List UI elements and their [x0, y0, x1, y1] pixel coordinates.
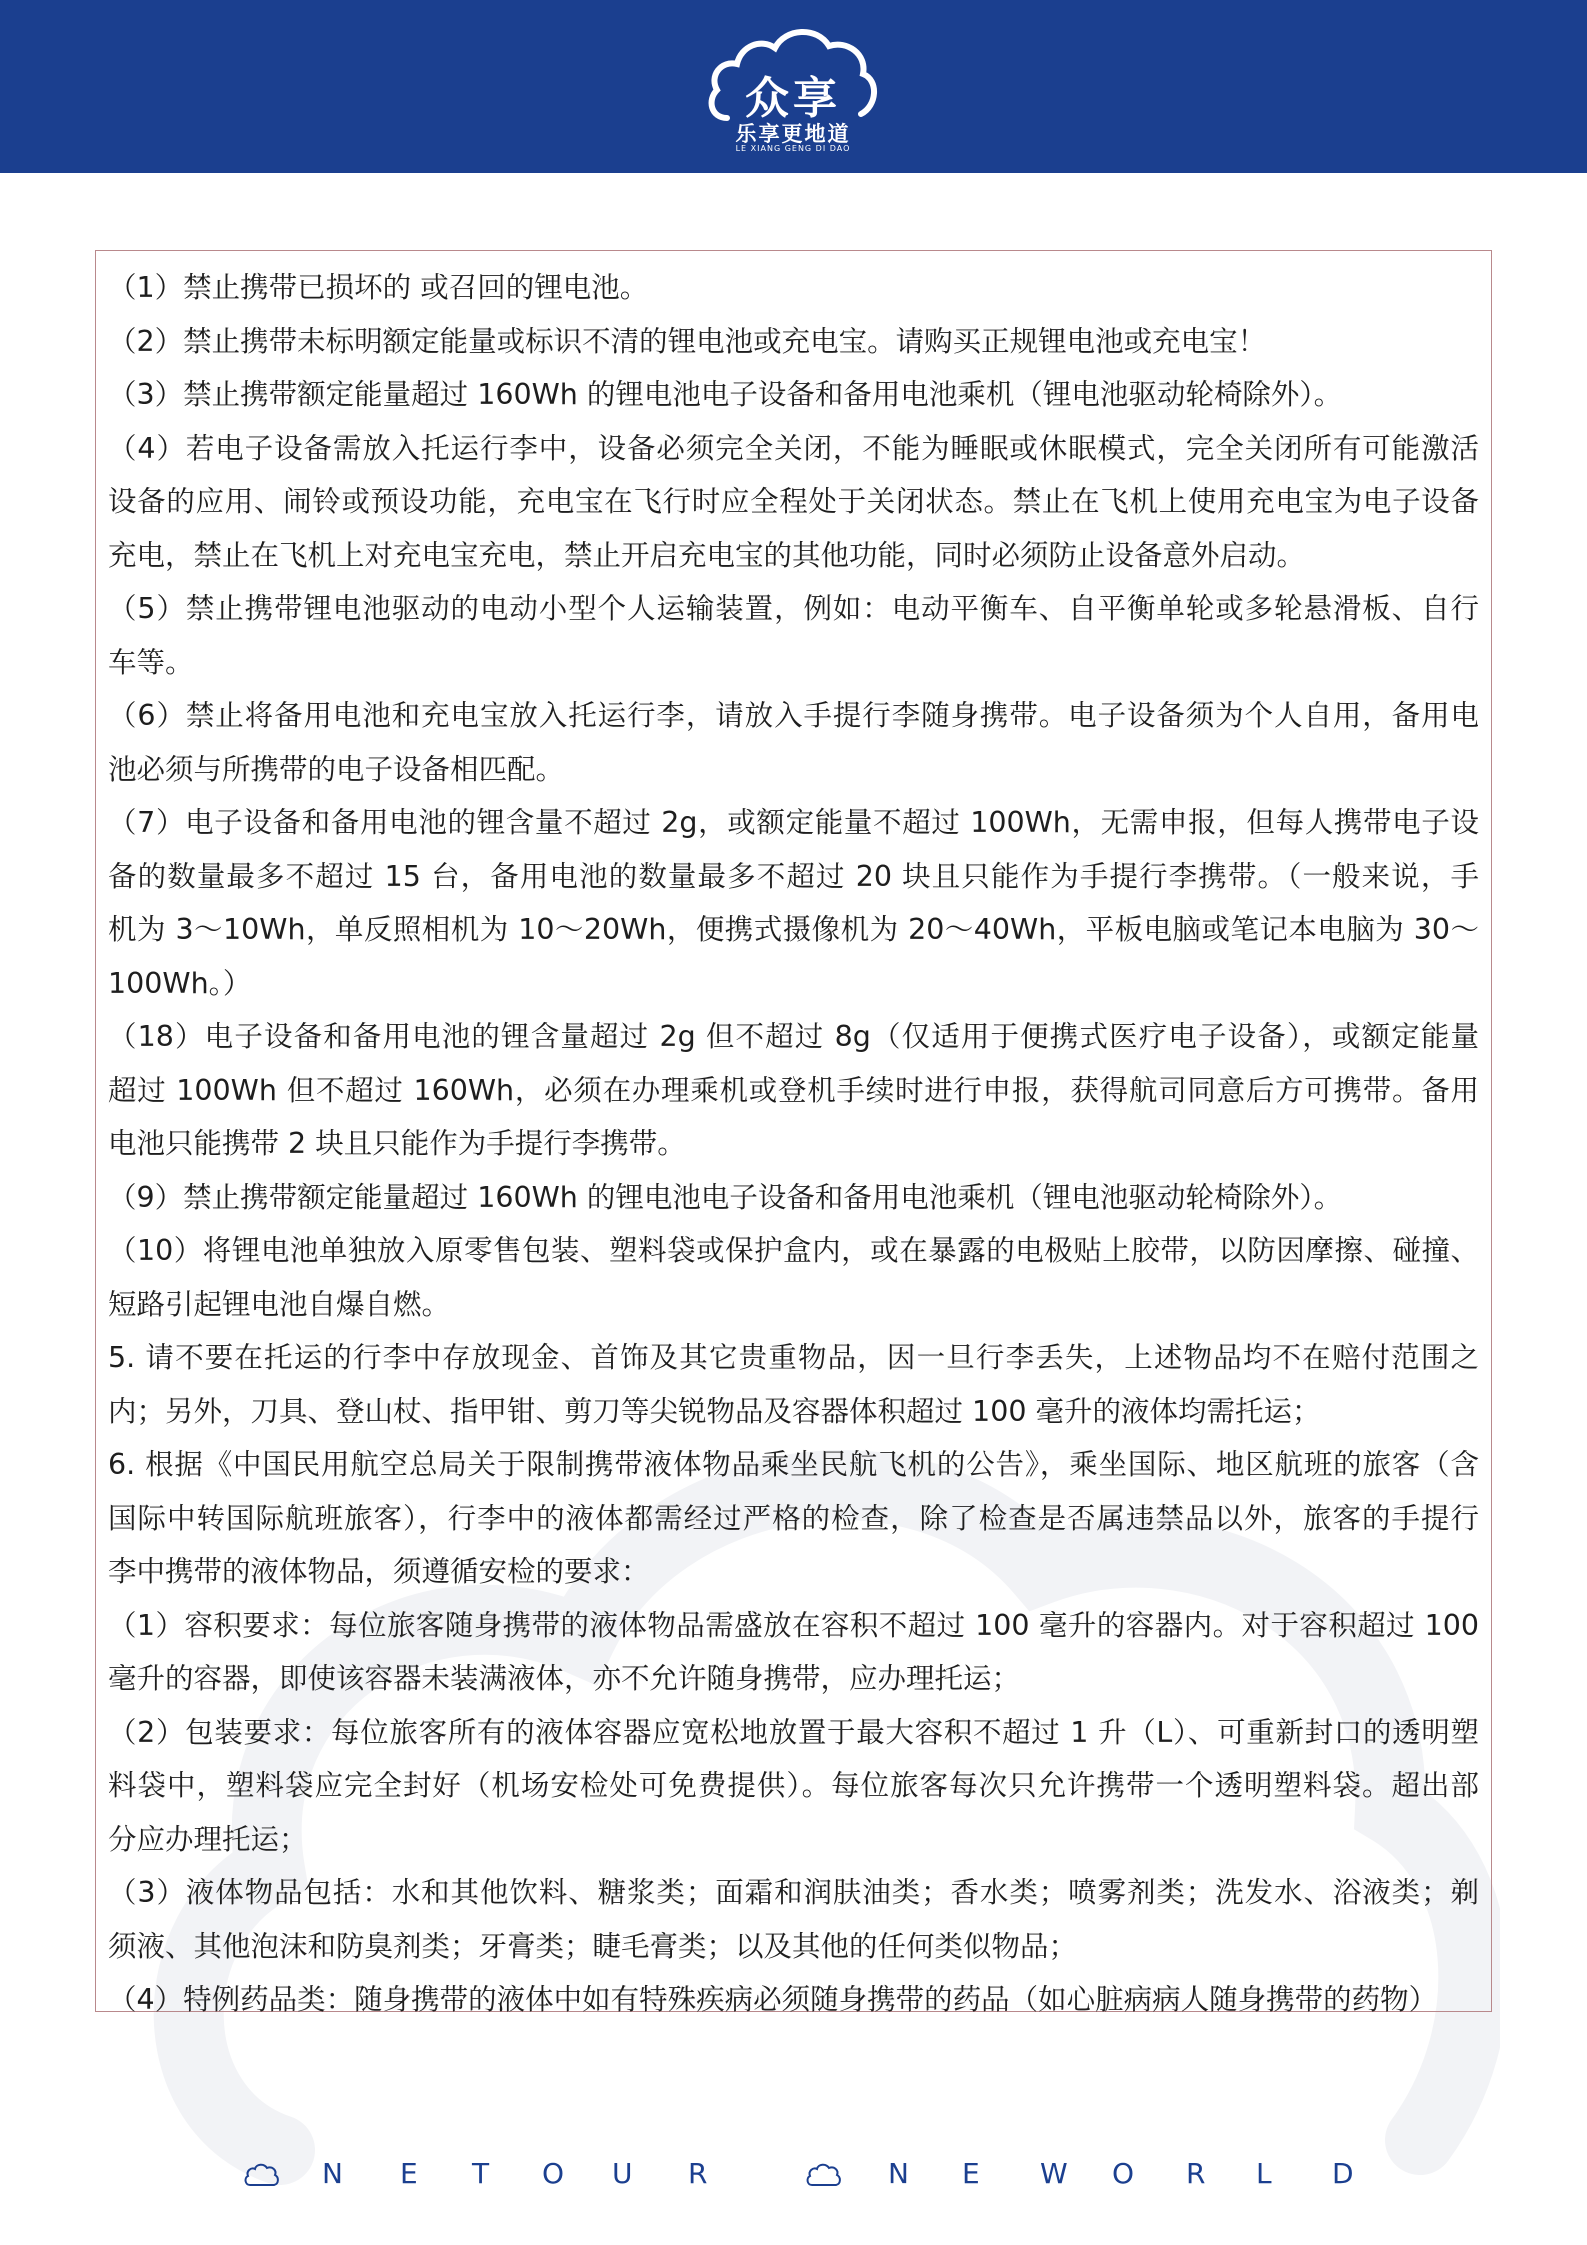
text-line: 5. 请不要在托运的行李中存放现金、首饰及其它贵重物品，因一旦行李丢失，上述物品均不在赔付范围之: [108, 1341, 1479, 1374]
text-line: 机为 3～10Wh，单反照相机为 10～20Wh，便携式摄像机为 20～40Wh，平板电脑或笔记本电脑为 30～: [108, 913, 1479, 946]
footer-letter: E: [962, 2157, 980, 2190]
content-box: [95, 250, 1492, 2016]
text-line: （3）禁止携带额定能量超过 160Wh 的锂电池电子设备和备用电池乘机（锂电池驱动轮椅除外）。: [108, 378, 1343, 411]
text-line: （9）禁止携带额定能量超过 160Wh 的锂电池电子设备和备用电池乘机（锂电池驱动轮椅除外）。: [108, 1180, 1343, 1214]
text-line: 100Wh。）: [108, 966, 252, 1000]
text-line: 李中携带的液体物品，须遵循安检的要求：: [108, 1555, 650, 1588]
text-line: 料袋中，塑料袋应完全封好（机场安检处可免费提供）。每位旅客每次只允许携带一个透明塑料袋。超出部: [108, 1769, 1479, 1802]
text-line: 充电，禁止在飞机上对充电宝充电，禁止开启充电宝的其他功能，同时必须防止设备意外启动。: [108, 538, 1306, 572]
text-line: 分应办理托运；: [108, 1822, 308, 1856]
brand-logo[interactable]: [705, 22, 881, 154]
text-line: （5）禁止携带锂电池驱动的电动小型个人运输装置，例如：电动平衡车、自平衡单轮或多轮悬滑板、自行: [108, 592, 1479, 625]
text-line: 超过 100Wh 但不超过 160Wh，必须在办理乘机或登机手续时进行申报，获得航司同意后方可携带。备用: [108, 1073, 1479, 1107]
footer-letter: L: [1256, 2157, 1272, 2190]
text-line: （6）禁止将备用电池和充电宝放入托运行李，请放入手提行李随身携带。电子设备须为个人自用，备用电: [108, 699, 1479, 732]
footer: [0, 2155, 1587, 2205]
text-line: 设备的应用、闹铃或预设功能，充电宝在飞行时应全程处于关闭状态。禁止在飞机上使用充电宝为电子设备: [108, 485, 1479, 518]
text-line: （2）包装要求：每位旅客所有的液体容器应宽松地放置于最大容积不超过 1 升（L）、可重新封口的透明塑: [108, 1715, 1479, 1749]
text-line: （1）禁止携带已损坏的 或召回的锂电池。: [108, 271, 649, 304]
text-line: （10）将锂电池单独放入原零售包装、塑料袋或保护盒内，或在暴露的电极贴上胶带，以防因摩擦、碰撞、: [108, 1234, 1479, 1267]
text-line: 备的数量最多不超过 15 台，备用电池的数量最多不超过 20 块且只能作为手提行李携带。（一般来说，手: [108, 859, 1479, 893]
text-line: （4）特例药品类：随身携带的液体中如有特殊疾病必须随身携带的药品（如心脏病病人随身携带的药物）: [108, 1983, 1438, 2016]
footer-letter: E: [400, 2157, 418, 2190]
text-line: 6. 根据《中国民用航空总局关于限制携带液体物品乘坐民航飞机的公告》，乘坐国际、地区航班的旅客（含: [108, 1448, 1479, 1481]
footer-letter: D: [1332, 2157, 1354, 2190]
footer-letter: W: [1040, 2157, 1068, 2190]
logo-tagline: LE XIANG GENG DI DAO: [735, 144, 851, 153]
text-line: （18）电子设备和备用电池的锂含量超过 2g 但不超过 8g（仅适用于便携式医疗电子设备），或额定能量: [108, 1020, 1479, 1053]
text-line: 短路引起锂电池自爆自燃。: [108, 1287, 451, 1321]
text-line: 车等。: [108, 645, 194, 679]
text-line: （2）禁止携带未标明额定能量或标识不清的锂电池或充电宝。请购买正规锂电池或充电宝！: [108, 324, 1267, 358]
text-line: 池必须与所携带的电子设备相匹配。: [108, 752, 565, 786]
footer-letter: O: [1112, 2157, 1135, 2190]
text-line: 内；另外，刀具、登山杖、指甲钳、剪刀等尖锐物品及容器体积超过 100 毫升的液体均需托运；: [108, 1394, 1321, 1428]
text-line: （3）液体物品包括：水和其他饮料、糖浆类；面霜和润肤油类；香水类；喷雾剂类；洗发水、浴液类；剃: [108, 1876, 1479, 1909]
text-line: （1）容积要求：每位旅客随身携带的液体物品需盛放在容积不超过 100 毫升的容器内。对于容积超过 100: [108, 1608, 1479, 1642]
text-line: 国际中转国际航班旅客），行李中的液体都需经过严格的检查，除了检查是否属违禁品以外，旅客的手提行: [108, 1501, 1479, 1535]
text-line: 毫升的容器，即使该容器未装满液体，亦不允许随身携带，应办理托运；: [108, 1662, 1021, 1695]
footer-letter: R: [1186, 2157, 1206, 2190]
text-line: 须液、其他泡沫和防臭剂类；牙膏类；睫毛膏类；以及其他的任何类似物品；: [108, 1929, 1078, 1963]
text-line: 电池只能携带 2 块且只能作为手提行李携带。: [108, 1127, 686, 1160]
header-band: [0, 0, 1587, 173]
footer-cloud-icon-left: [244, 2163, 280, 2189]
footer-letter: U: [612, 2157, 633, 2190]
text-line: （7）电子设备和备用电池的锂含量不超过 2g，或额定能量不超过 100Wh，无需申报，但每人携带电子设: [108, 806, 1479, 839]
footer-letter: R: [688, 2157, 708, 2190]
footer-cloud-icon-right: [806, 2163, 842, 2189]
footer-letter: O: [542, 2157, 565, 2190]
logo-subtitle: 乐享更地道: [735, 122, 851, 146]
footer-letter: N: [322, 2157, 343, 2190]
logo-title: 众享: [745, 73, 841, 124]
footer-letter: N: [888, 2157, 909, 2190]
text-line: （4）若电子设备需放入托运行李中，设备必须完全关闭，不能为睡眠或休眠模式，完全关闭所有可能激活: [108, 431, 1479, 465]
footer-letter: T: [472, 2157, 490, 2190]
